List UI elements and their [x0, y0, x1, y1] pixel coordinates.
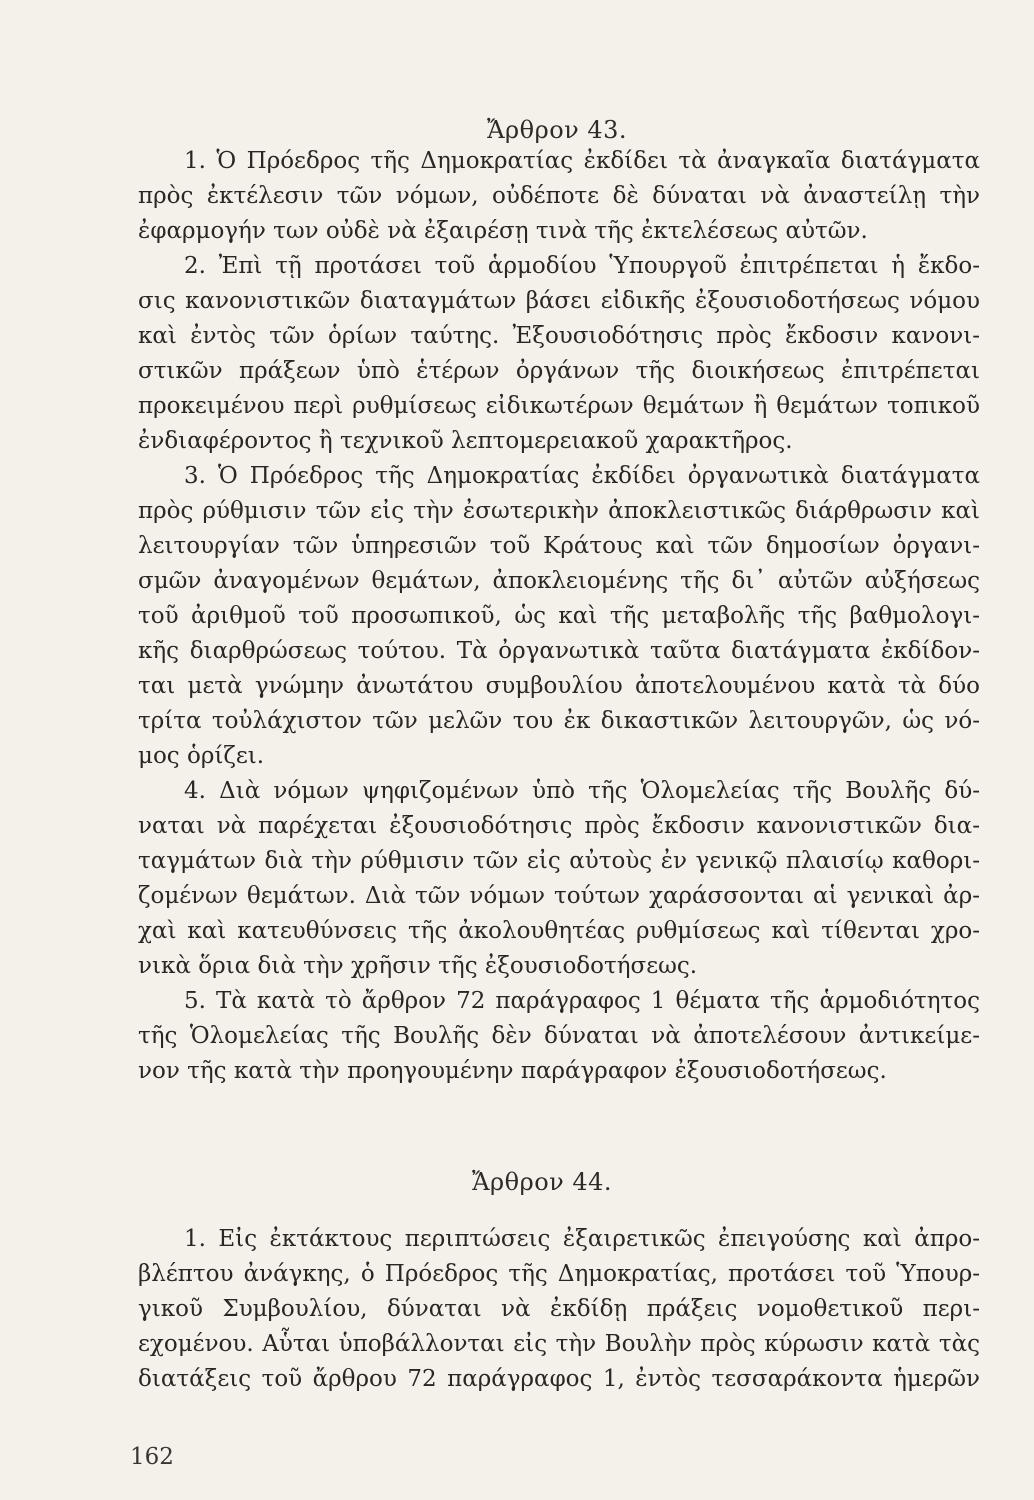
text-line: στικῶν πράξεων ὑπὸ ἑτέρων ὀργάνων τῆς διοικήσεως ἐπιτρέπεται	[138, 358, 980, 384]
page-number: 162	[130, 1444, 174, 1470]
text-line: 3. Ὁ Πρόεδρος τῆς Δημοκρατίας ἐκδίδει ὀργανωτικὰ διατάγματα	[184, 463, 980, 489]
text-line: σις κανονιστικῶν διαταγμάτων βάσει εἰδικῆς ἐξουσιοδοτήσεως νόμου	[138, 288, 980, 314]
text-line: σμῶν ἀναγομένων θεμάτων, ἀποκλειομένης τῆς δι᾽ αὐτῶν αὐξήσεως	[138, 568, 980, 594]
text-line: πρὸς ἐκτέλεσιν τῶν νόμων, οὐδέποτε δὲ δύναται νὰ ἀναστείλῃ τὴν	[138, 183, 980, 209]
text-line: λειτουργίαν τῶν ὑπηρεσιῶν τοῦ Κράτους καὶ τῶν δημοσίων ὀργανι-	[138, 533, 980, 559]
text-line: διατάξεις τοῦ ἄρθρου 72 παράγραφος 1, ἐντὸς τεσσαράκοντα ἡμερῶν	[138, 1366, 980, 1392]
text-line: εχομένου. Αὗται ὑποβάλλονται εἰς τὴν Βουλὴν πρὸς κύρωσιν κατὰ τὰς	[138, 1331, 980, 1357]
text-line: καὶ ἐντὸς τῶν ὁρίων ταύτης. Ἐξουσιοδότησις πρὸς ἔκδοσιν κανονι-	[138, 323, 980, 349]
text-line: ναται νὰ παρέχεται ἐξουσιοδότησις πρὸς ἔκδοσιν κανονιστικῶν δια-	[138, 813, 980, 839]
text-line: χαὶ καὶ κατευθύνσεις τῆς ἀκολουθητέας ρυθμίσεως καὶ τίθενται χρο-	[138, 918, 980, 944]
text-line: ταγμάτων διὰ τὴν ρύθμισιν τῶν εἰς αὐτοὺς ἐν γενικῷ πλαισίῳ καθορι-	[138, 848, 980, 874]
text-line: 1. Εἰς ἐκτάκτους περιπτώσεις ἐξαιρετικῶς ἐπειγούσης καὶ ἀπρο-	[184, 1226, 980, 1252]
text-line: 1. Ὁ Πρόεδρος τῆς Δημοκρατίας ἐκδίδει τὰ ἀναγκαῖα διατάγματα	[184, 148, 980, 174]
text-line: νικὰ ὅρια διὰ τὴν χρῆσιν τῆς ἐξουσιοδοτήσεως.	[138, 953, 698, 979]
text-line: ται μετὰ γνώμην ἀνωτάτου συμβουλίου ἀποτελουμένου κατὰ τὰ δύο	[138, 673, 980, 699]
text-line: ἐφαρμογήν των οὐδὲ νὰ ἐξαιρέσῃ τινὰ τῆς ἐκτελέσεως αὐτῶν.	[138, 218, 868, 244]
article-44-body	[138, 1222, 980, 1397]
article-43-body	[138, 144, 980, 1089]
article-44-heading: Ἄρθρον 44.	[471, 1168, 613, 1196]
text-line: ἐνδιαφέροντος ἢ τεχνικοῦ λεπτομερειακοῦ χαρακτῆρος.	[138, 428, 793, 454]
text-line: πρὸς ρύθμισιν τῶν εἰς τὴν ἐσωτερικὴν ἀποκλειστικῶς διάρθρωσιν καὶ	[138, 498, 980, 524]
text-line: 2. Ἐπὶ τῇ προτάσει τοῦ ἁρμοδίου Ὑπουργοῦ ἐπιτρέπεται ἡ ἔκδο-	[184, 253, 980, 279]
text-line: 4. Διὰ νόμων ψηφιζομένων ὑπὸ τῆς Ὁλομελείας τῆς Βουλῆς δύ-	[184, 778, 980, 804]
text-line: νον τῆς κατὰ τὴν προηγουμένην παράγραφον ἐξουσιοδοτήσεως.	[138, 1058, 887, 1084]
text-line: τοῦ ἀριθμοῦ τοῦ προσωπικοῦ, ὡς καὶ τῆς μεταβολῆς τῆς βαθμολογι-	[138, 603, 980, 629]
text-line: προκειμένου περὶ ρυθμίσεως εἰδικωτέρων θεμάτων ἢ θεμάτων τοπικοῦ	[138, 393, 980, 419]
text-line: τρίτα τοὐλάχιστον τῶν μελῶν του ἐκ δικαστικῶν λειτουργῶν, ὡς νό-	[138, 708, 980, 734]
text-line: γικοῦ Συμβουλίου, δύναται νὰ ἐκδίδῃ πράξεις νομοθετικοῦ περι-	[138, 1296, 980, 1322]
text-line: βλέπτου ἀνάγκης, ὁ Πρόεδρος τῆς Δημοκρατίας, προτάσει τοῦ Ὑπουρ-	[138, 1261, 980, 1287]
text-line: κῆς διαρθρώσεως τούτου. Τὰ ὀργανωτικὰ ταῦτα διατάγματα ἐκδίδον-	[138, 638, 980, 664]
text-line: ζομένων θεμάτων. Διὰ τῶν νόμων τούτων χαράσσονται αἱ γενικαὶ ἀρ-	[138, 883, 980, 909]
text-line: μος ὁρίζει.	[138, 743, 265, 769]
text-line: 5. Τὰ κατὰ τὸ ἄρθρον 72 παράγραφος 1 θέματα τῆς ἁρμοδιότητος	[184, 988, 980, 1014]
article-43-heading: Ἄρθρον 43.	[486, 116, 628, 144]
text-line: τῆς Ὁλομελείας τῆς Βουλῆς δὲν δύναται νὰ ἀποτελέσουν ἀντικείμε-	[138, 1023, 980, 1049]
